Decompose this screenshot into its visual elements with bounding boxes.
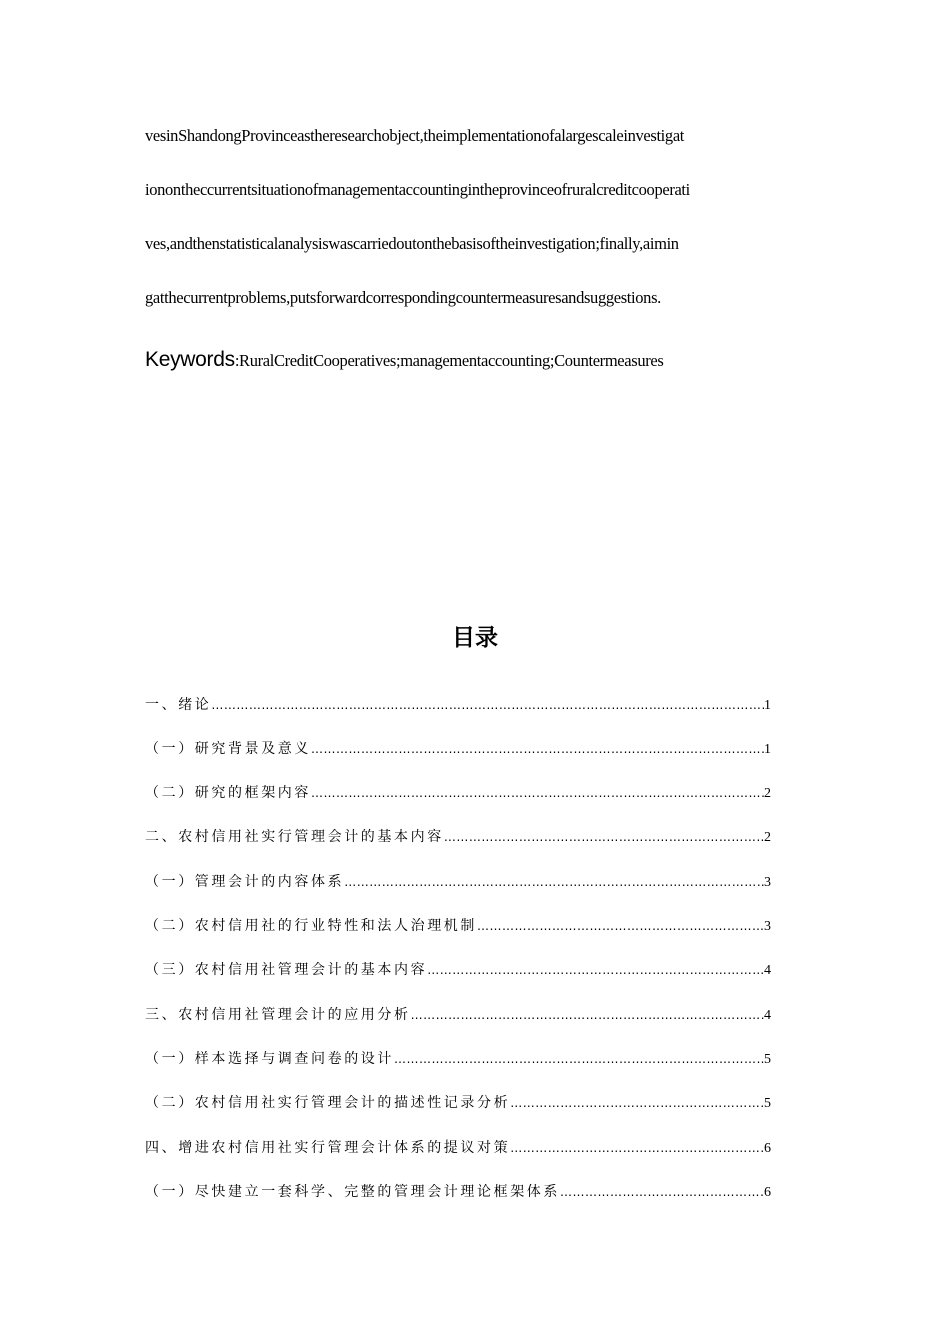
toc-entry-label: （一）管理会计的内容体系 [145, 874, 345, 890]
toc-dot-leader [344, 871, 764, 893]
toc-page-number: 5 [764, 1096, 771, 1111]
toc-page-number: 2 [764, 830, 771, 845]
toc-dot-leader [411, 1004, 764, 1026]
toc-entry-label: （二）农村信用社的行业特性和法人治理机制 [145, 918, 477, 934]
toc-entry[interactable] [145, 694, 771, 716]
keywords-label: Keywords [145, 348, 235, 371]
toc-dot-leader [510, 1092, 764, 1114]
toc-page-number: 4 [764, 963, 771, 978]
toc-page-number: 3 [764, 875, 771, 890]
toc-entry[interactable] [145, 1181, 771, 1203]
toc-entry[interactable] [145, 1004, 771, 1026]
toc-entry[interactable] [145, 1092, 771, 1114]
toc-page-number: 1 [764, 698, 771, 713]
toc-entry[interactable] [145, 1137, 771, 1159]
toc-dot-leader [311, 782, 764, 804]
toc-entry[interactable] [145, 826, 771, 848]
toc-entry-label: （二）农村信用社实行管理会计的描述性记录分析 [145, 1095, 511, 1111]
keywords-text: :RuralCreditCooperatives;managementaccounting;Countermeasures [234, 351, 664, 370]
toc-dot-leader [394, 1048, 764, 1070]
toc-entry[interactable] [145, 738, 771, 760]
abstract-line: ionontheccurrentsituationofmanagementaccountingintheprovinceofruralcreditcooperati [145, 180, 690, 199]
keywords-line [145, 347, 663, 375]
abstract-line: ves,andthenstatisticalanalysiswascarriedoutonthebasisoftheinvestigation;finally,aimin [145, 234, 679, 253]
toc-page-number: 3 [764, 919, 771, 934]
toc-page-number: 6 [764, 1185, 771, 1200]
toc-entry-label: （一）样本选择与调查问卷的设计 [145, 1051, 394, 1067]
toc-entry-label: （一）研究背景及意义 [145, 741, 311, 757]
toc-dot-leader [477, 915, 764, 937]
abstract-line: gatthecurrentproblems,putsforwardcorrespondingcountermeasuresandsuggestions. [145, 288, 661, 307]
toc-dot-leader [211, 694, 764, 716]
toc-entry[interactable] [145, 782, 771, 804]
toc-entry-label: 四、增进农村信用社实行管理会计体系的提议对策 [145, 1140, 511, 1156]
toc-entry[interactable] [145, 915, 771, 937]
toc-entry-label: （三）农村信用社管理会计的基本内容 [145, 962, 428, 978]
toc-dot-leader [560, 1181, 764, 1203]
toc-entry[interactable] [145, 871, 771, 893]
toc-dot-leader [311, 738, 764, 760]
toc-entry-label: （二）研究的框架内容 [145, 785, 311, 801]
toc-entry-label: 一、绪论 [145, 697, 212, 713]
toc-entry-label: 三、农村信用社管理会计的应用分析 [145, 1007, 411, 1023]
toc-entry[interactable] [145, 959, 771, 981]
toc-dot-leader [427, 959, 764, 981]
toc-entry[interactable] [145, 1048, 771, 1070]
toc-page-number: 2 [764, 786, 771, 801]
toc-page-number: 6 [764, 1141, 771, 1156]
toc-title: 目录 [452, 625, 498, 651]
toc-entry-label: （一）尽快建立一套科学、完整的管理会计理论框架体系 [145, 1184, 560, 1200]
abstract-line: vesinShandongProvinceastheresearchobject,theimplementationofalargescaleinvestigat [145, 126, 685, 145]
toc-dot-leader [444, 826, 764, 848]
toc-page-number: 5 [764, 1052, 771, 1067]
toc-entry-label: 二、农村信用社实行管理会计的基本内容 [145, 829, 444, 845]
toc-page-number: 1 [764, 742, 771, 757]
toc-dot-leader [510, 1137, 764, 1159]
toc-page-number: 4 [764, 1008, 771, 1023]
